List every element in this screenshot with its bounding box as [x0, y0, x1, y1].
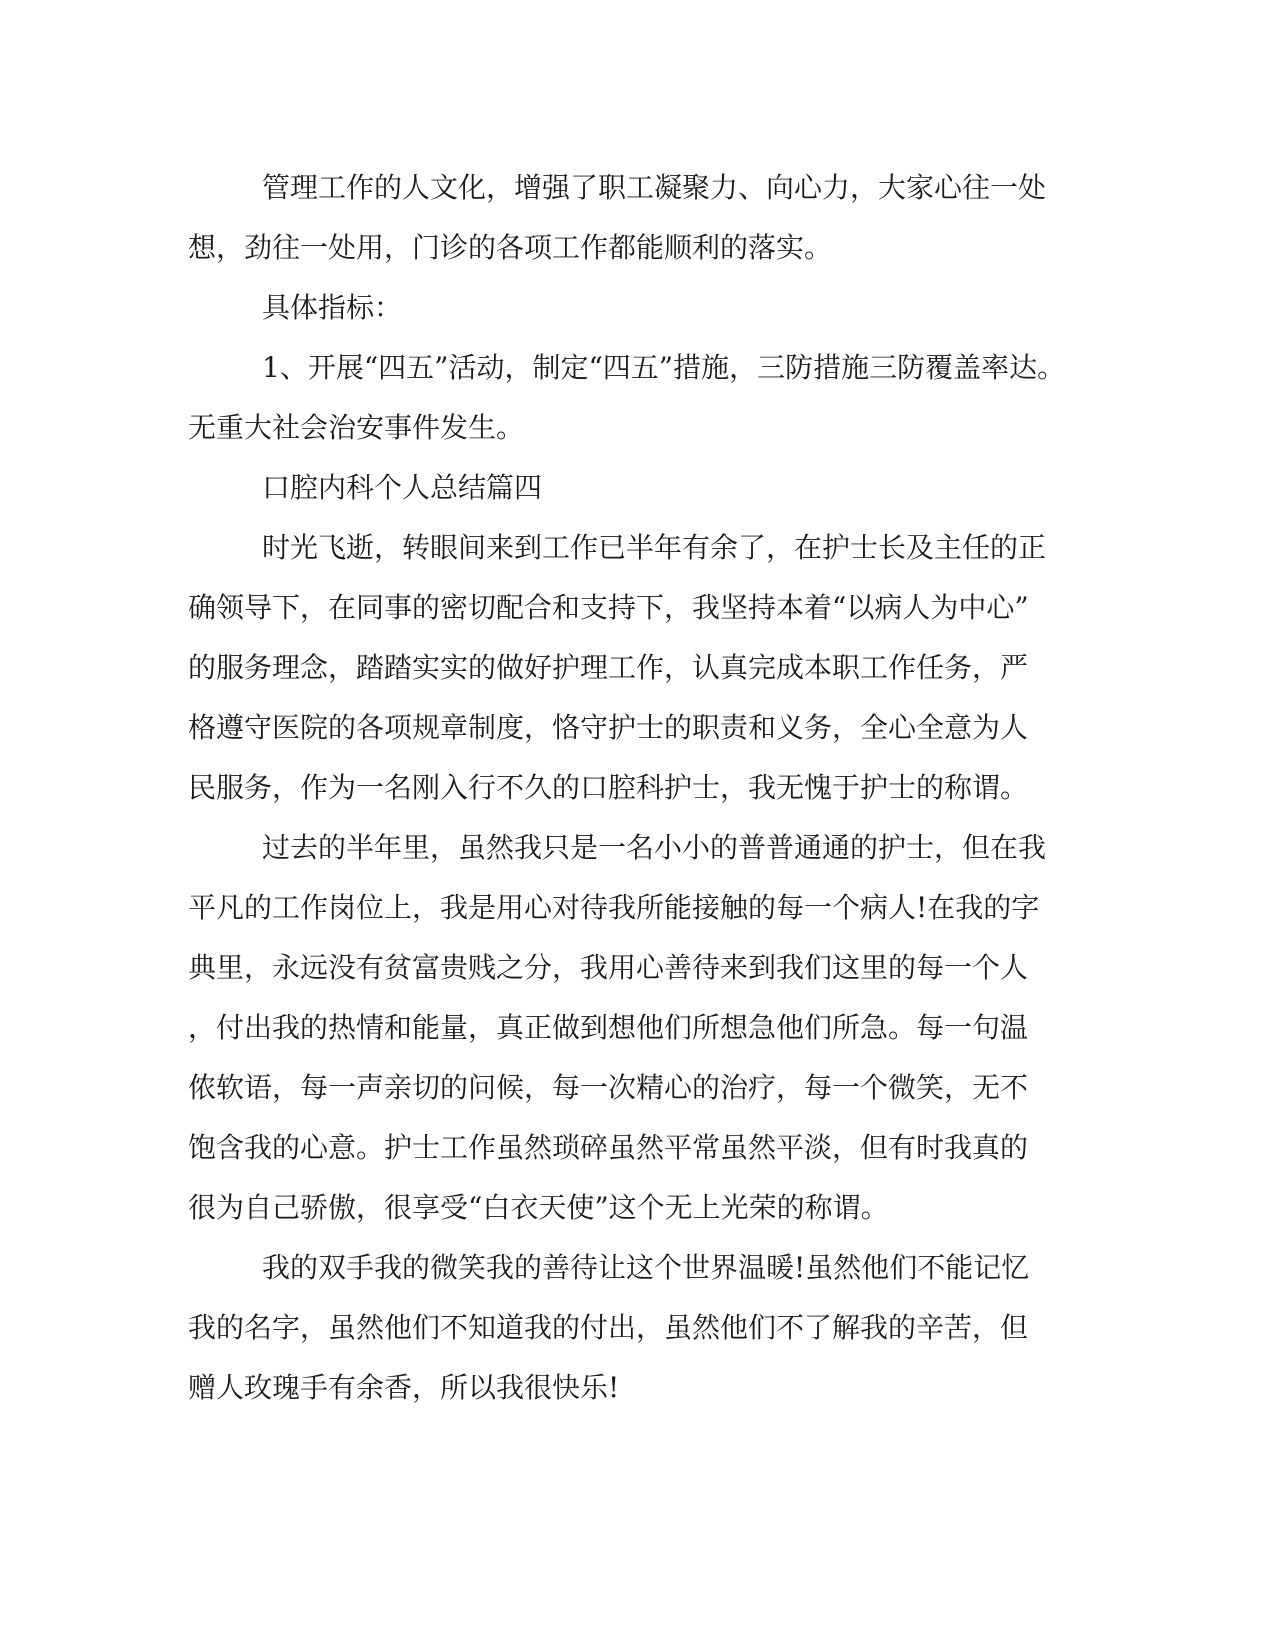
paragraph-line: 格遵守医院的各项规章制度，恪守护士的职责和义务，全心全意为人	[188, 711, 1029, 744]
paragraph-line: 侬软语，每一声亲切的问候，每一次精心的治疗，每一个微笑，无不	[188, 1071, 1029, 1104]
paragraph-line: 平凡的工作岗位上，我是用心对待我所能接触的每一个病人!在我的字	[188, 891, 1040, 924]
paragraph-line: 时光飞逝，转眼间来到工作已半年有余了，在护士长及主任的正	[262, 531, 1047, 564]
paragraph-line: 想，劲往一处用，门诊的各项工作都能顺利的落实。	[188, 231, 833, 264]
paragraph-line: 民服务，作为一名刚入行不久的口腔科护士，我无愧于护士的称谓。	[188, 771, 1029, 804]
paragraph-line: 我的双手我的微笑我的善待让这个世界温暖!虽然他们不能记忆	[262, 1251, 1030, 1284]
paragraph-line: 的服务理念，踏踏实实的做好护理工作，认真完成本职工作任务，严	[188, 651, 1029, 684]
paragraph-line: ，付出我的热情和能量，真正做到想他们所想急他们所急。每一句温	[188, 1011, 1029, 1044]
paragraph-line: 确领导下，在同事的密切配合和支持下，我坚持本着“以病人为中心”	[188, 591, 1029, 624]
paragraph-line: 过去的半年里，虽然我只是一名小小的普普通通的护士，但在我	[262, 831, 1047, 864]
paragraph-line: 饱含我的心意。护士工作虽然琐碎虽然平常虽然平淡，但有时我真的	[188, 1131, 1029, 1164]
paragraph-line: 我的名字，虽然他们不知道我的付出，虽然他们不了解我的辛苦，但	[188, 1311, 1029, 1344]
paragraph-line: 很为自己骄傲，很享受“白衣天使”这个无上光荣的称谓。	[188, 1191, 889, 1224]
paragraph-line: 具体指标：	[262, 291, 403, 324]
paragraph-line: 1、开展“四五”活动，制定“四五”措施，三防措施三防覆盖率达。	[262, 351, 1066, 384]
paragraph-line: 管理工作的人文化，增强了职工凝聚力、向心力，大家心往一处	[262, 171, 1047, 204]
section-heading: 口腔内科个人总结篇四	[262, 471, 543, 504]
document-body	[188, 158, 1088, 1418]
paragraph-line: 典里，永远没有贫富贵贱之分，我用心善待来到我们这里的每一个人	[188, 951, 1029, 984]
paragraph-line: 无重大社会治安事件发生。	[188, 411, 525, 444]
paragraph-line: 赠人玫瑰手有余香，所以我很快乐!	[188, 1371, 620, 1404]
